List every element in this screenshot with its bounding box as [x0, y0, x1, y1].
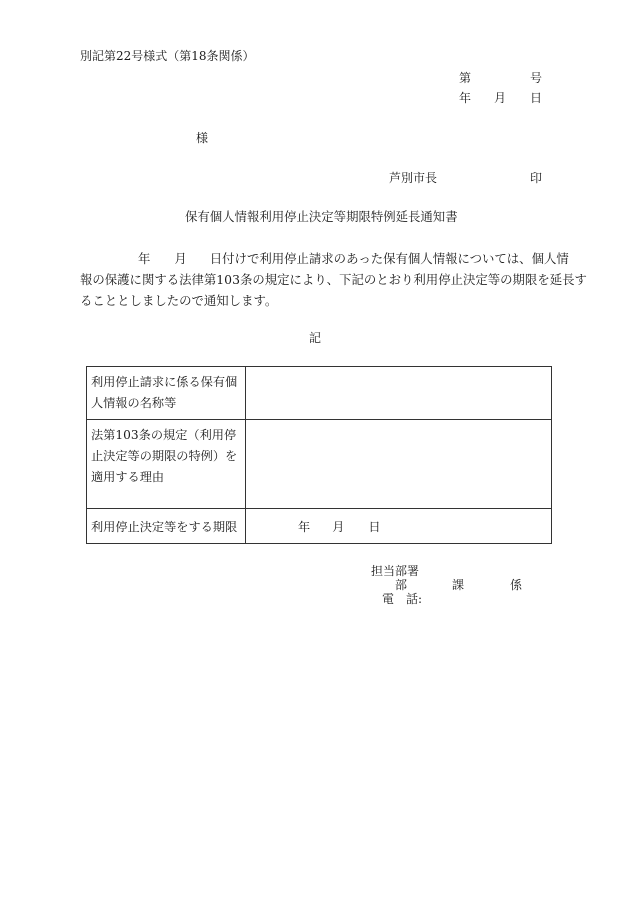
details-table — [86, 366, 552, 544]
table-row — [87, 367, 552, 420]
contact-heading: 担当部署 — [371, 564, 420, 578]
label-line: 適用する理由 — [91, 470, 165, 484]
body-paragraph — [80, 248, 587, 311]
doc-number-go: 号 — [530, 71, 543, 85]
deadline-year: 年 — [298, 519, 311, 534]
contact-bu: 部 — [395, 578, 408, 592]
deadline-day: 日 — [368, 519, 381, 534]
row-value-deadline — [246, 509, 552, 544]
deadline-month: 月 — [332, 519, 345, 534]
label-line: 利用停止請求に係る保有個 — [91, 375, 238, 389]
table-row — [87, 509, 552, 544]
addressee-suffix: 様 — [196, 131, 209, 145]
issuer-seal: 印 — [530, 171, 543, 185]
contact-phone-label: 電 話: — [382, 592, 423, 606]
doc-number-dai: 第 — [459, 71, 472, 85]
document-title: 保有個人情報利用停止決定等期限特例延長通知書 — [185, 209, 458, 224]
date-month: 月 — [494, 91, 507, 105]
date-year: 年 — [459, 91, 472, 105]
label-line: 人情報の名称等 — [91, 396, 177, 410]
form-number: 別記第22号様式（第18条関係） — [80, 49, 255, 63]
body-line-1-rest: 日付けで利用停止請求のあった保有個人情報については、個人情 — [209, 251, 569, 266]
table-row — [87, 420, 552, 509]
body-line-3: ることとしましたので通知します。 — [80, 293, 278, 308]
contact-ka: 課 — [452, 578, 465, 592]
body-line-2: 報の保護に関する法律第103条の規定により、下記のとおり利用停止決定等の期限を延長す — [80, 272, 587, 287]
row-label-reason — [87, 420, 246, 509]
contact-kakari: 係 — [510, 578, 523, 592]
date-day: 日 — [530, 91, 543, 105]
issuer-name: 芦別市長 — [389, 171, 438, 185]
row-label-request-name — [87, 367, 246, 420]
label-line: 止決定等の期限の特例）を — [91, 449, 238, 463]
row-label-deadline — [87, 509, 246, 544]
label-line: 利用停止決定等をする期限 — [91, 520, 238, 534]
body-month: 月 — [174, 251, 187, 266]
ki-heading: 記 — [309, 331, 322, 345]
body-year: 年 — [138, 251, 151, 266]
label-line: 法第103条の規定（利用停 — [91, 428, 237, 442]
row-value-request-name — [246, 367, 552, 420]
row-value-reason — [246, 420, 552, 509]
body-line-1 — [80, 248, 569, 269]
